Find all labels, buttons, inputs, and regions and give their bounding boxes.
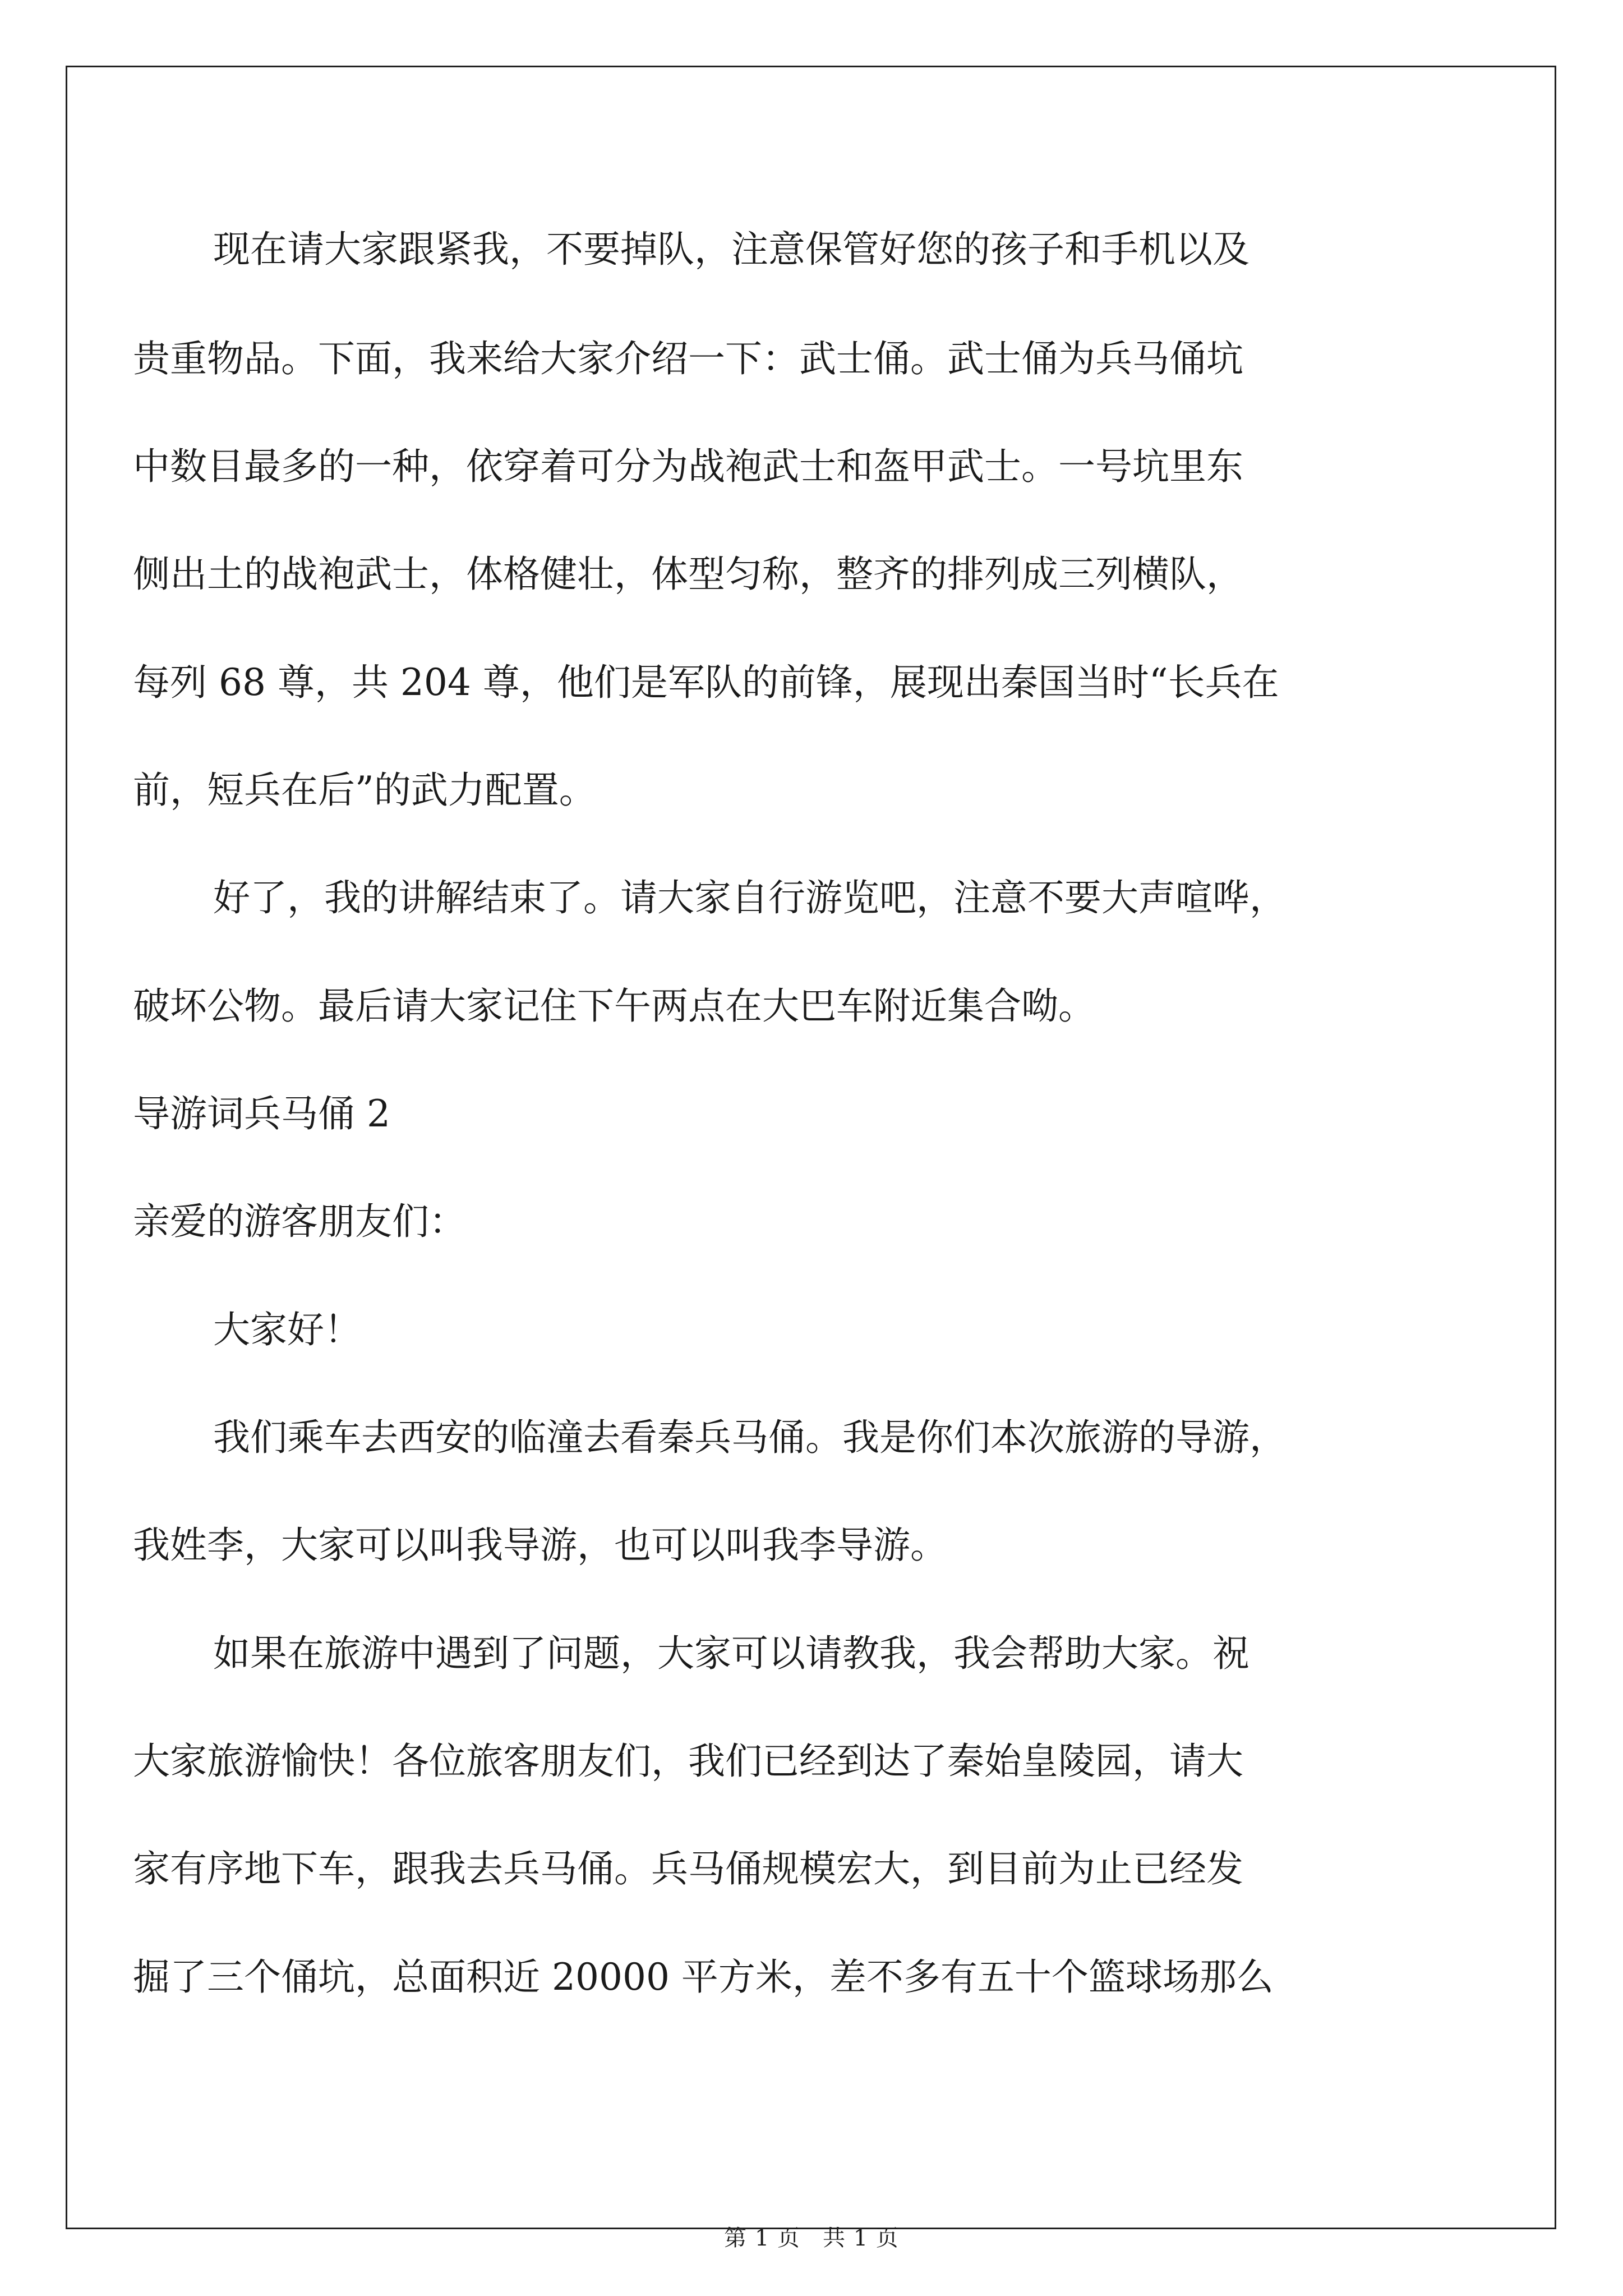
page-footer xyxy=(0,2224,1623,2252)
salutation-line: 亲爱的游客朋友们： xyxy=(133,1200,466,1243)
page-total: 共 1 页 xyxy=(823,2225,899,2251)
greeting-line: 大家好！ xyxy=(213,1308,361,1351)
paragraph-line: 中数目最多的一种，依穿着可分为战袍武士和盔甲武士。一号坑里东 xyxy=(133,445,1243,488)
page-border xyxy=(66,66,1556,2229)
paragraph-line: 家有序地下车，跟我去兵马俑。兵马俑规模宏大，到目前为止已经发 xyxy=(133,1847,1243,1890)
paragraph-line: 如果在旅游中遇到了问题，大家可以请教我，我会帮助大家。祝 xyxy=(213,1632,1249,1675)
paragraph-line: 我们乘车去西安的临潼去看秦兵马俑。我是你们本次旅游的导游， xyxy=(213,1416,1287,1459)
section-heading: 导游词兵马俑 2 xyxy=(133,1092,390,1135)
paragraph-line: 每列 68 尊，共 204 尊，他们是军队的前锋，展现出秦国当时“长兵在 xyxy=(133,661,1279,704)
paragraph-line: 前，短兵在后”的武力配置。 xyxy=(133,769,596,812)
paragraph-line: 贵重物品。下面，我来给大家介绍一下：武士俑。武士俑为兵马俑坑 xyxy=(133,337,1243,380)
paragraph-line: 破坏公物。最后请大家记住下午两点在大巴车附近集合呦。 xyxy=(133,984,1095,1028)
page-number: 第 1 页 xyxy=(724,2225,800,2251)
paragraph-line: 我姓李，大家可以叫我导游，也可以叫我李导游。 xyxy=(133,1524,947,1567)
paragraph-line: 大家旅游愉快！各位旅客朋友们，我们已经到达了秦始皇陵园，请大 xyxy=(133,1740,1243,1783)
paragraph-line: 侧出土的战袍武士，体格健壮，体型匀称，整齐的排列成三列横队， xyxy=(133,553,1243,596)
paragraph-line: 好了，我的讲解结束了。请大家自行游览吧，注意不要大声喧哗， xyxy=(213,876,1287,919)
paragraph-line: 现在请大家跟紧我，不要掉队，注意保管好您的孩子和手机以及 xyxy=(213,228,1249,271)
paragraph-line: 掘了三个俑坑，总面积近 20000 平方米，差不多有五十个篮球场那么 xyxy=(133,1955,1274,1999)
